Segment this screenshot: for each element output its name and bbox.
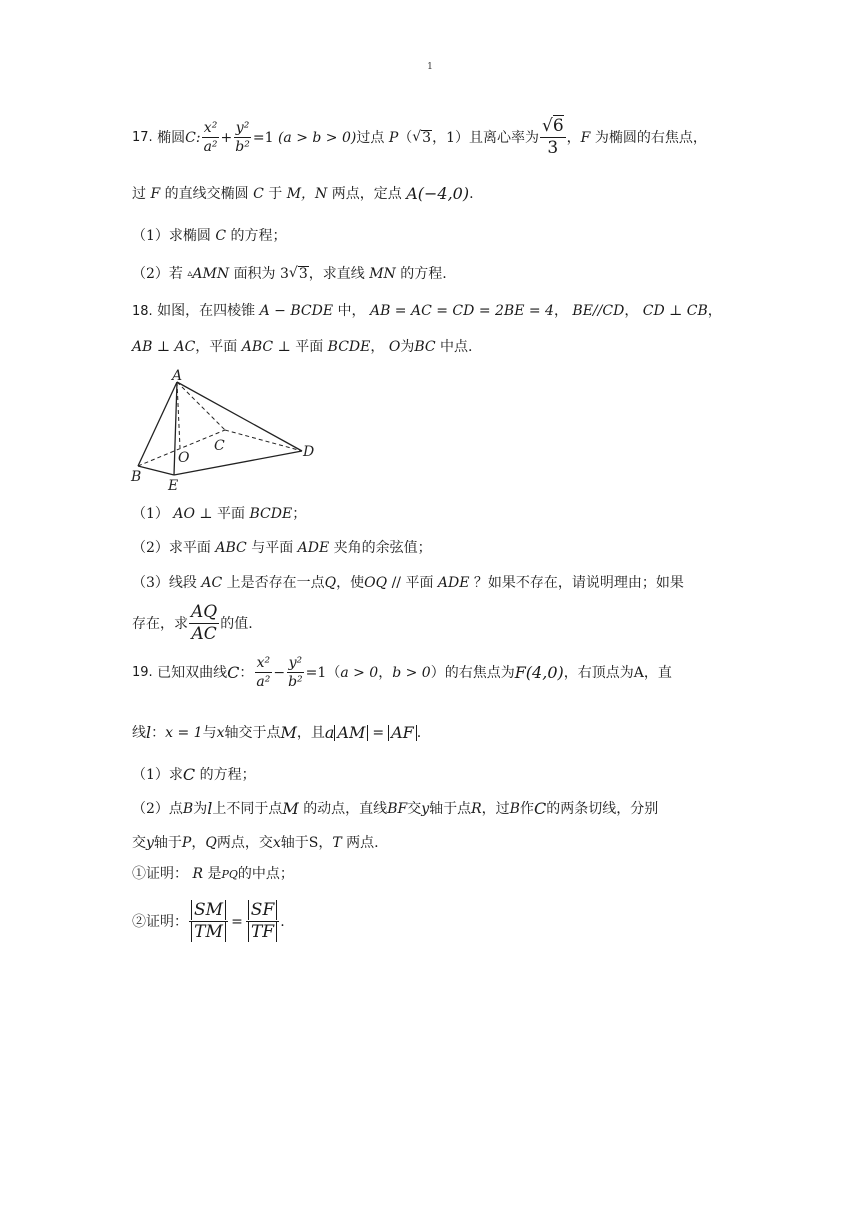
math: x bbox=[216, 725, 225, 741]
edge-AE bbox=[174, 382, 177, 475]
text: 上不同于点 bbox=[212, 801, 283, 817]
math: M bbox=[282, 799, 299, 818]
abs-AM: AM bbox=[334, 725, 368, 741]
numerator: AQ bbox=[191, 602, 218, 622]
equals: = bbox=[231, 913, 243, 930]
fraction-sqrt6-3 bbox=[540, 118, 566, 157]
text: ， bbox=[378, 664, 393, 681]
edge-AD bbox=[177, 382, 302, 451]
triangle-symbol: ▵ bbox=[187, 267, 193, 279]
denominator: AC bbox=[191, 624, 217, 644]
label-O: O bbox=[178, 450, 190, 466]
math: y bbox=[146, 835, 154, 851]
math: F bbox=[580, 129, 591, 146]
text: ， bbox=[707, 303, 722, 319]
math: x bbox=[272, 835, 281, 851]
math: BF bbox=[387, 801, 408, 817]
math: y bbox=[421, 801, 430, 817]
text: 作 bbox=[519, 801, 534, 817]
math: BC bbox=[414, 339, 436, 355]
math: M，N bbox=[286, 186, 328, 202]
fraction-y2-b2 bbox=[233, 121, 252, 154]
q19-number: 19. bbox=[132, 665, 153, 680]
math: OQ bbox=[364, 575, 388, 591]
text: 面积为 3 bbox=[233, 265, 289, 282]
abs-TM: TM bbox=[191, 922, 226, 942]
abs-AF: AF bbox=[388, 725, 417, 741]
text: 椭圆 bbox=[157, 129, 186, 146]
text: （2）求平面 bbox=[132, 540, 211, 556]
text: 的两条切线，分别 bbox=[546, 801, 659, 817]
edge-ED bbox=[174, 451, 302, 475]
equals: =1 bbox=[305, 664, 327, 681]
fraction-y2-b2 bbox=[286, 656, 305, 689]
math: BCDE bbox=[327, 339, 371, 355]
text: ，右顶点为A，直 bbox=[563, 664, 672, 681]
text: 轴于点 bbox=[429, 801, 472, 817]
label-E: E bbox=[168, 478, 179, 494]
q18-line-2 bbox=[132, 340, 472, 354]
numerator: y² bbox=[235, 120, 250, 136]
text: 的方程； bbox=[199, 767, 256, 783]
fraction-x2-a2 bbox=[202, 121, 220, 154]
text: 与 bbox=[202, 725, 217, 741]
math: C bbox=[215, 228, 227, 244]
math: AB ⊥ AC bbox=[132, 339, 196, 355]
label-D: D bbox=[303, 444, 315, 460]
numerator bbox=[189, 902, 228, 922]
abs-SM: SM bbox=[191, 900, 226, 920]
math: C bbox=[182, 765, 196, 784]
radicand: 3 bbox=[298, 266, 308, 282]
text: 夹角的余弦值； bbox=[333, 540, 432, 556]
text: ： bbox=[151, 725, 166, 741]
math: BE//CD bbox=[572, 303, 625, 319]
q19-part-2-line-2 bbox=[132, 836, 379, 850]
text: 与平面 bbox=[251, 540, 294, 556]
text: 的方程； bbox=[230, 228, 287, 244]
q18-part-1 bbox=[132, 507, 306, 521]
text: 如图，在四棱锥 bbox=[157, 303, 256, 319]
label-C: C bbox=[214, 438, 225, 454]
text: 交 bbox=[132, 835, 146, 851]
q17-number: 17. bbox=[132, 130, 153, 145]
fraction-x2-a2 bbox=[254, 656, 272, 689]
math: AC bbox=[201, 575, 223, 591]
math: C bbox=[533, 799, 547, 818]
q18-line-1 bbox=[132, 304, 722, 318]
math: ADE bbox=[297, 540, 330, 556]
fraction-AQ-AC bbox=[189, 604, 219, 643]
text: ，过 bbox=[481, 801, 510, 817]
math: ADE bbox=[437, 575, 470, 591]
numerator: x² bbox=[203, 120, 218, 136]
text: ，且 bbox=[296, 725, 325, 741]
condition: (a > b > 0) bbox=[277, 129, 357, 146]
math: a bbox=[324, 723, 335, 742]
text: // 平面 bbox=[391, 575, 434, 591]
numerator: x² bbox=[256, 655, 271, 671]
denominator bbox=[189, 922, 228, 941]
q17-part-2 bbox=[132, 266, 447, 281]
denominator: b² bbox=[235, 139, 250, 155]
math: ABC bbox=[241, 339, 274, 355]
text: （3）线段 bbox=[132, 575, 197, 591]
q19-line-1 bbox=[132, 656, 672, 689]
text: 上是否存在一点 bbox=[226, 575, 325, 591]
text: ，使 bbox=[336, 575, 365, 591]
math: AMN bbox=[192, 265, 230, 282]
radicand: 3 bbox=[422, 130, 432, 146]
edge-AB bbox=[138, 382, 177, 466]
math: AO bbox=[173, 506, 195, 522]
q19-part-2 bbox=[132, 801, 658, 817]
text: ， bbox=[624, 303, 639, 319]
math: ABC bbox=[215, 540, 247, 556]
text: （ bbox=[398, 129, 413, 146]
text: 过 bbox=[132, 186, 146, 202]
denominator: b² bbox=[288, 674, 303, 690]
fraction-SF-TF bbox=[246, 902, 279, 941]
math: B bbox=[182, 801, 194, 817]
text: 轴于 bbox=[153, 835, 182, 851]
equals: =1 bbox=[252, 129, 274, 146]
numerator bbox=[246, 902, 279, 922]
minus: − bbox=[273, 664, 286, 681]
text: 过点 bbox=[356, 129, 385, 146]
math: Q bbox=[324, 575, 337, 591]
label-B: B bbox=[131, 469, 142, 485]
text: ，求直线 bbox=[308, 265, 365, 282]
equals: = bbox=[372, 725, 385, 741]
math: M bbox=[280, 723, 297, 742]
q18-part-2 bbox=[132, 541, 432, 555]
text: 的中点； bbox=[237, 866, 294, 882]
math: AB = AC = CD = 2BE = 4 bbox=[369, 303, 554, 319]
text: ， bbox=[191, 835, 206, 851]
math: A − BCDE bbox=[259, 303, 334, 319]
text: （1）求 bbox=[132, 767, 183, 783]
text: ， bbox=[566, 129, 581, 146]
q18-part-3-line-2 bbox=[132, 604, 253, 643]
math: b > 0 bbox=[392, 664, 431, 681]
q19-subpart-2 bbox=[132, 902, 285, 941]
text: ，平面 bbox=[195, 339, 238, 355]
math: P bbox=[388, 129, 399, 146]
text: 中， bbox=[337, 303, 366, 319]
text: ； bbox=[292, 506, 307, 522]
denominator: a² bbox=[256, 674, 271, 690]
text: ②证明： bbox=[132, 913, 188, 930]
math: R bbox=[192, 866, 203, 882]
q19-line-2 bbox=[132, 725, 421, 741]
math: B bbox=[509, 801, 520, 817]
math: A(−4,0) bbox=[406, 184, 470, 203]
edge-AC bbox=[177, 382, 225, 430]
text: ①证明： bbox=[132, 866, 188, 882]
sqrt: √ 3 bbox=[288, 265, 308, 282]
text: （1）求椭圆 bbox=[132, 228, 211, 244]
sqrt: √ 3 bbox=[412, 129, 432, 146]
text: （ bbox=[326, 664, 341, 681]
text: 的方程. bbox=[400, 265, 447, 282]
text: 轴交于点 bbox=[224, 725, 281, 741]
q19-part-1 bbox=[132, 767, 256, 783]
q18-number: 18. bbox=[132, 303, 153, 319]
math: R bbox=[471, 801, 482, 817]
denominator bbox=[246, 922, 279, 941]
numerator: √6 bbox=[542, 116, 564, 136]
text: 中点. bbox=[440, 339, 473, 355]
pyramid-figure bbox=[130, 368, 330, 494]
abs-SF: SF bbox=[248, 900, 277, 920]
text: ， bbox=[370, 339, 385, 355]
text: （2）点 bbox=[132, 801, 183, 817]
math: a > 0 bbox=[340, 664, 379, 681]
text: 两点. bbox=[346, 835, 379, 851]
q17-part-1 bbox=[132, 229, 287, 243]
page-number: 1 bbox=[427, 62, 433, 72]
text: 的直线交椭圆 bbox=[164, 186, 249, 202]
math: Q bbox=[205, 835, 217, 851]
math: C: bbox=[185, 129, 201, 146]
text: ⊥ 平面 bbox=[277, 339, 324, 355]
text: . bbox=[469, 186, 474, 202]
math: P bbox=[181, 835, 192, 851]
math: CD ⊥ CB bbox=[642, 303, 708, 319]
text: . bbox=[416, 725, 422, 741]
math: O bbox=[388, 339, 401, 355]
math: F bbox=[150, 186, 161, 202]
text: 的值. bbox=[220, 615, 253, 632]
q19-subpart-1 bbox=[132, 867, 294, 881]
math: F(4,0) bbox=[514, 662, 564, 682]
math: C bbox=[253, 186, 264, 202]
text: 为 bbox=[193, 801, 208, 817]
text: ，1）且离心率为 bbox=[432, 129, 539, 146]
math: x = 1 bbox=[165, 725, 203, 741]
edge-CD bbox=[225, 430, 302, 451]
text: 两点，定点 bbox=[331, 186, 402, 202]
text: 的动点，直线 bbox=[303, 801, 388, 817]
label-A: A bbox=[172, 368, 183, 384]
text: ： bbox=[239, 664, 254, 681]
text: （1） bbox=[132, 506, 169, 522]
text: 为椭圆的右焦点， bbox=[594, 129, 707, 146]
text: 已知双曲线 bbox=[157, 664, 228, 681]
text: 存在，求 bbox=[132, 615, 188, 632]
text: 于 bbox=[268, 186, 283, 202]
math: BCDE bbox=[249, 506, 293, 522]
fraction-SM-TM bbox=[189, 902, 228, 941]
q17-line-2 bbox=[132, 186, 474, 202]
edge-AO bbox=[177, 382, 180, 448]
text: 为 bbox=[400, 339, 415, 355]
text: 交 bbox=[407, 801, 422, 817]
math: T bbox=[332, 835, 342, 851]
abs-TF: TF bbox=[248, 922, 277, 942]
math: l bbox=[207, 799, 213, 818]
text: 两点，交 bbox=[216, 835, 273, 851]
text: （2）若 bbox=[132, 265, 183, 282]
text: ）的右焦点为 bbox=[430, 664, 515, 681]
denominator: 3 bbox=[547, 138, 559, 158]
math: l bbox=[146, 723, 152, 742]
text: ？如果不存在，请说明理由；如果 bbox=[473, 575, 684, 591]
text: 轴于S， bbox=[280, 835, 333, 851]
text: 是 bbox=[207, 866, 222, 882]
text: . bbox=[280, 913, 285, 930]
q17-line-1 bbox=[132, 118, 707, 157]
radicand: 6 bbox=[552, 116, 564, 136]
math: C bbox=[227, 662, 240, 682]
math: MN bbox=[369, 265, 396, 282]
text: ⊥ 平面 bbox=[199, 506, 246, 522]
math: PQ bbox=[221, 867, 238, 881]
denominator: a² bbox=[203, 139, 218, 155]
edge-BE bbox=[138, 466, 174, 475]
text: ， bbox=[553, 303, 568, 319]
text: 线 bbox=[132, 725, 146, 741]
numerator: y² bbox=[288, 655, 303, 671]
plus: + bbox=[220, 129, 233, 146]
q18-part-3 bbox=[132, 576, 684, 590]
